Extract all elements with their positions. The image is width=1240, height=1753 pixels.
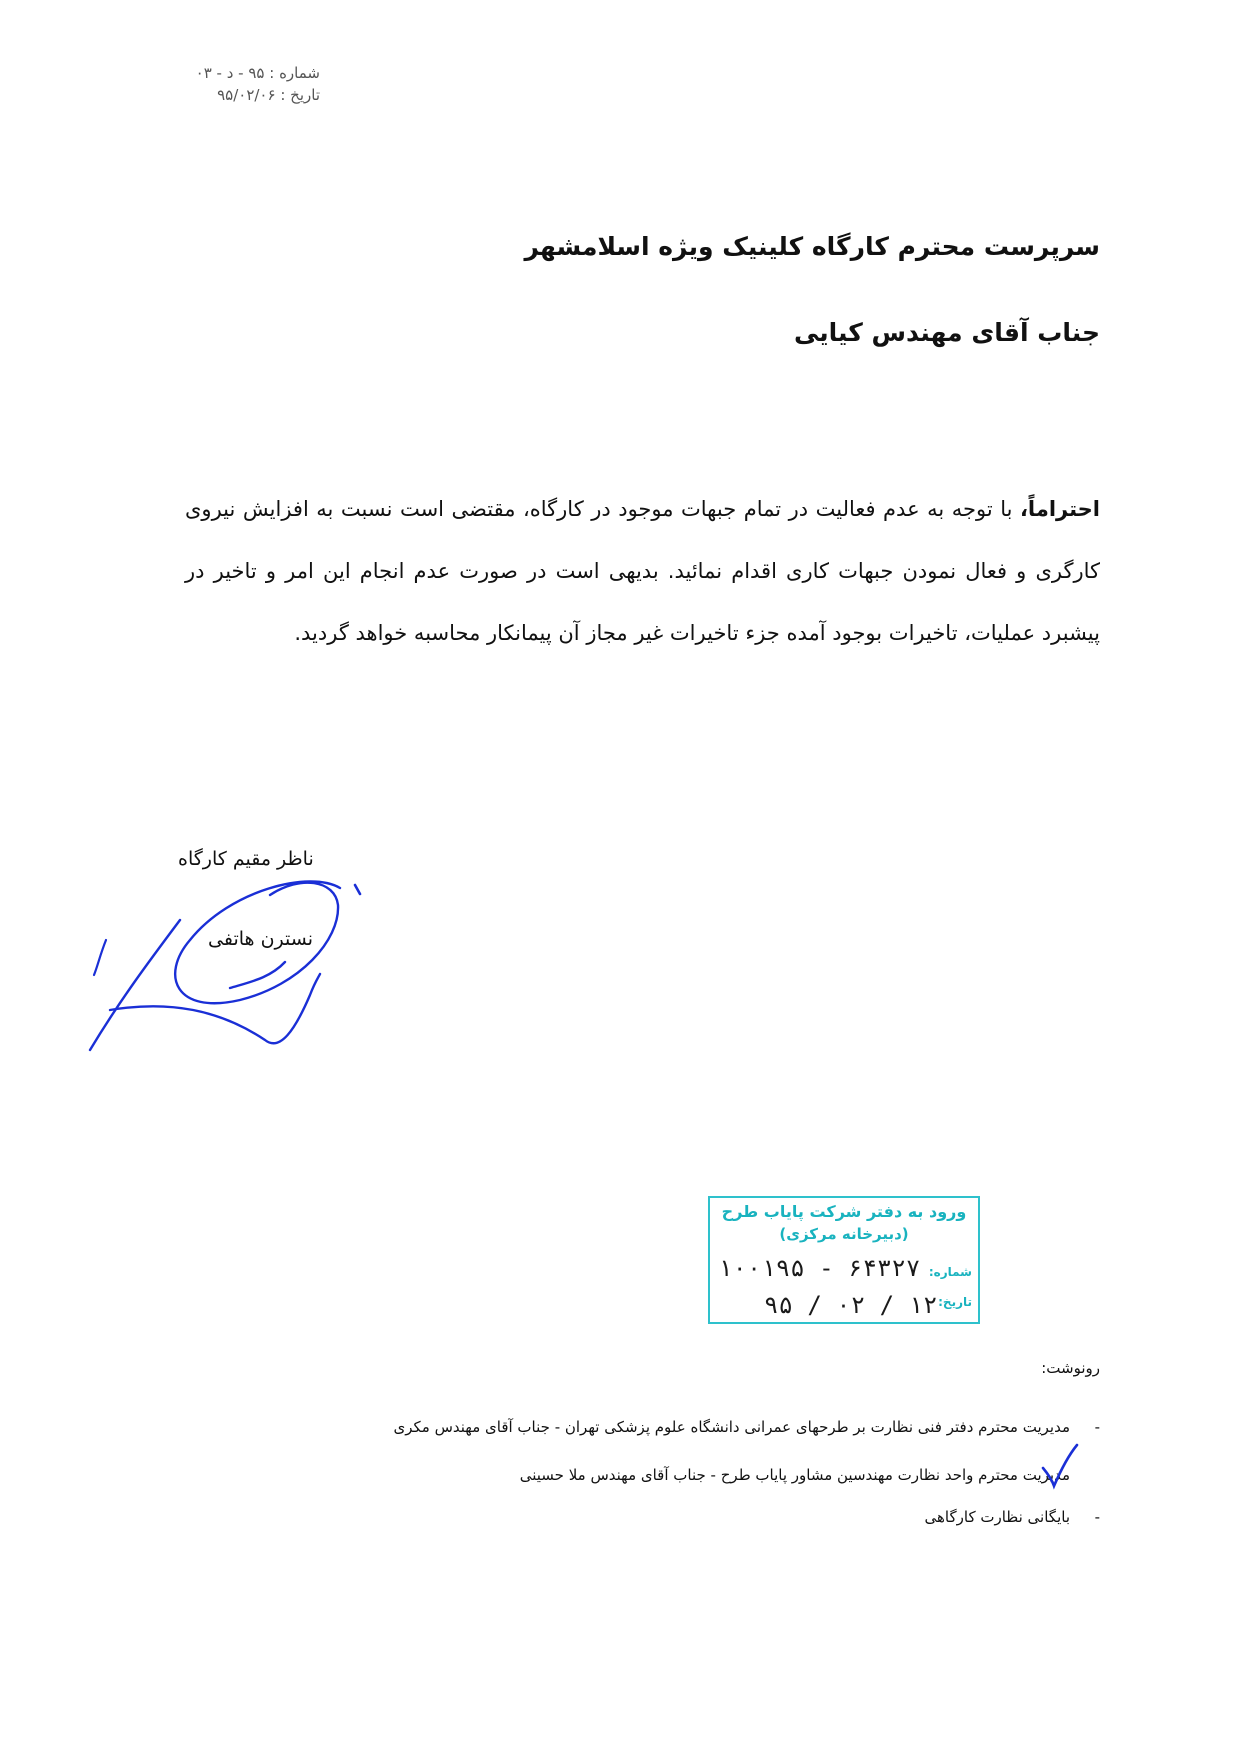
checkmark-icon: [1040, 1442, 1080, 1490]
recipient-title: سرپرست محترم کارگاه کلینیک ویژه اسلامشهر: [524, 232, 1100, 261]
stamp-date-label: تاریخ:: [938, 1295, 972, 1309]
stamp-line-1: ورود به دفتر شرکت پایاب طرح: [721, 1202, 967, 1221]
stamp-number-value: ۱۰۰۱۹۵ - ۶۴۳۲۷: [718, 1254, 921, 1282]
cc-bullet: -: [1094, 1418, 1100, 1436]
cc-item: مدیریت محترم واحد نظارت مهندسین مشاور پایاب طرح - جناب آقای مهندس ملا حسینی: [519, 1466, 1070, 1484]
cc-bullet: -: [1094, 1508, 1100, 1526]
reference-number: شماره : ۹۵ - د - ۰۳: [195, 64, 320, 82]
stamp-line-2: (دبیرخانه مرکزی): [779, 1225, 909, 1243]
stamp-date-value: ۹۵ / ۰۲ / ۱۲: [764, 1291, 938, 1319]
cc-item: -بایگانی نظارت کارگاهی: [924, 1508, 1100, 1526]
cc-item: -مدیریت محترم دفتر فنی نظارت بر طرحهای عمرانی دانشگاه علوم پزشکی تهران - جناب آقای مهندس مکری: [393, 1418, 1100, 1436]
cc-label: رونوشت:: [1041, 1359, 1100, 1377]
receipt-stamp: [708, 1196, 980, 1324]
recipient-name: جناب آقای مهندس کیایی: [793, 318, 1100, 347]
signatory-title: ناظر مقیم کارگاه: [178, 848, 314, 870]
handwritten-signature: [80, 850, 400, 1070]
stamp-number-label: شماره:: [928, 1265, 972, 1279]
greeting: احتراماً،: [1019, 497, 1100, 521]
reference-block: [150, 62, 320, 106]
reference-date: تاریخ : ۹۵/۰۲/۰۶: [217, 86, 320, 104]
letter-body: [185, 478, 1100, 664]
signatory-name: نسترن هاتفی: [208, 928, 313, 950]
body-text: با توجه به عدم فعالیت در تمام جبهات موجود در کارگاه، مقتضی است نسبت به افزایش نیروی کارگری و فعال نمودن جبهات کاری اقدام نمائید. بدیهی است در صورت عدم انجام این امر و تاخیر در پیشبرد عملیات، تاخیرات بوجود آمده جزء تاخیرات غیر مجاز آن پیمانکار محاسبه خواهد گردید.: [185, 497, 1100, 645]
